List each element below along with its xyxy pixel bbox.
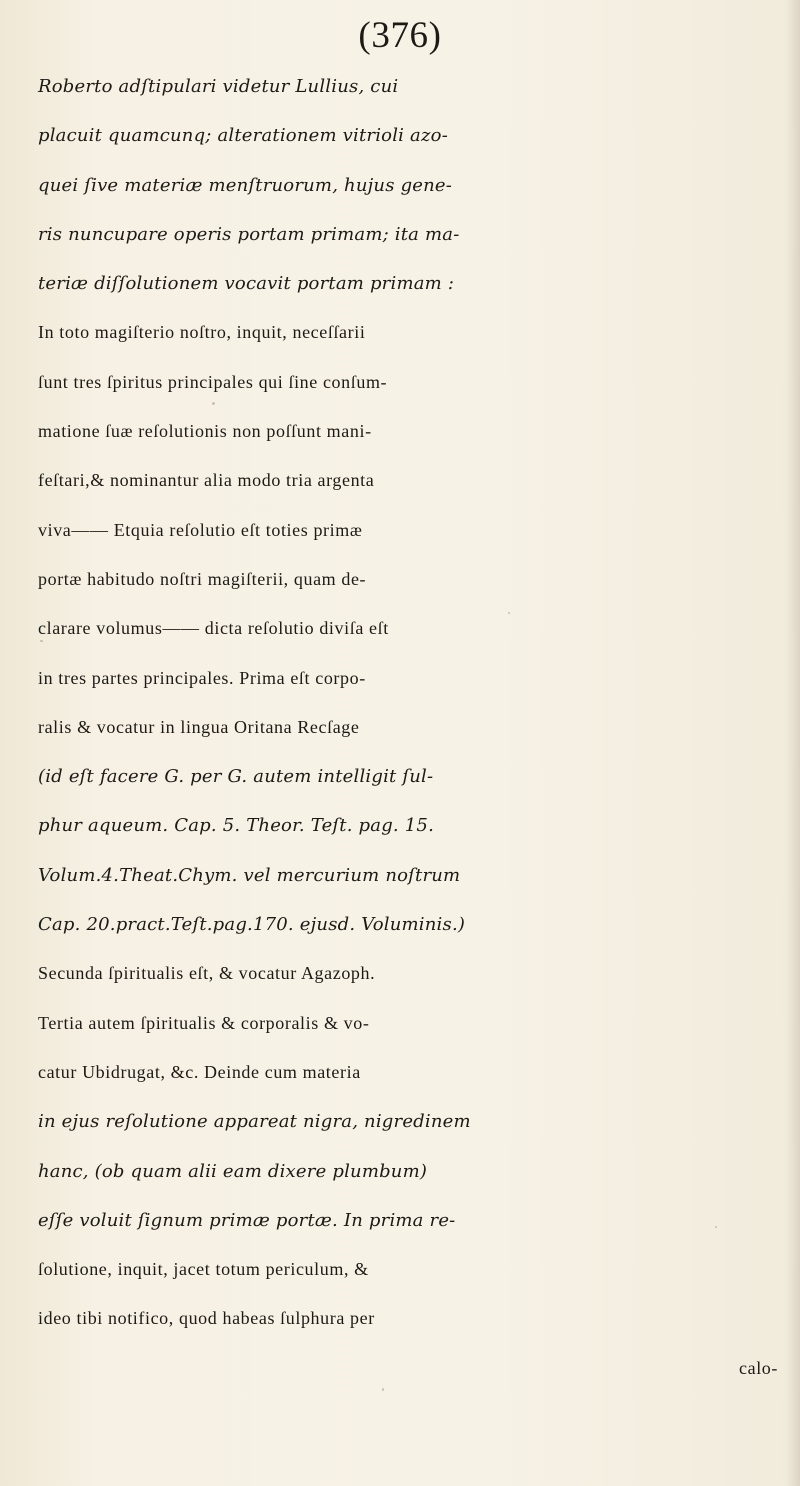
text-line: quei ſive materiæ menſtruorum, hujus gene- [38,174,453,196]
text-line: Secunda ſpiritualis eſt, & vocatur Agazoph. [38,963,376,984]
text-line: In toto magiſterio noſtro, inquit, neceſſarii [38,322,366,343]
catchword: calo- [739,1357,778,1378]
text-line: clarare volumus—— dicta reſolutio diviſa eſt [38,618,389,639]
text-line: in ejus reſolutione appareat nigra, nigredinem [38,1111,471,1133]
text-line: feſtari,& nominantur alia modo tria argenta [38,470,375,491]
text-line: Volum.4.Theat.Chym. vel mercurium noſtrum [38,864,461,886]
text-line: Cap. 20.pract.Teſt.pag.170. ejusd. Voluminis.) [38,914,466,936]
text-line: (id eſt facere G. per G. autem intelligit ſul- [38,766,434,788]
text-line: Tertia autem ſpiritualis & corporalis & vo- [38,1012,370,1033]
text-line: ris nuncupare operis portam primam; ita ma- [38,223,460,245]
text-line: viva—— Etquia reſolutio eſt toties primæ [38,519,363,540]
text-line: ideo tibi notifico, quod habeas ſulphura per [38,1308,375,1329]
text-line: ſunt tres ſpiritus principales qui ſine conſum- [38,371,388,392]
text-line: eſſe voluit ſignum primæ portæ. In prima re- [38,1209,456,1231]
text-line: catur Ubidrugat, &c. Deinde cum materia [38,1061,361,1082]
text-line: phur aqueum. Cap. 5. Theor. Teſt. pag. 15. [38,815,435,837]
text-line: Roberto adſtipulari videtur Lullius, cui [38,76,399,97]
text-line: ſolutione, inquit, jacet totum periculum, & [38,1259,369,1280]
text-line: portæ habitudo noſtri magiſterii, quam de- [38,568,367,589]
text-line: ralis & vocatur in lingua Oritana Recſage [38,716,360,737]
text-line: placuit quamcunq; alterationem vitrioli azo- [38,125,448,147]
text-line: matione ſuæ reſolutionis non poſſunt mani- [38,421,372,442]
text-line: teriæ diſſolutionem vocavit portam primam : [38,273,455,295]
text-line: in tres partes principales. Prima eſt corpo- [38,667,366,688]
body-text [38,62,798,1393]
text-line: hanc, (ob quam alii eam dixere plumbum) [38,1160,428,1182]
page-number: (376) [358,15,442,56]
